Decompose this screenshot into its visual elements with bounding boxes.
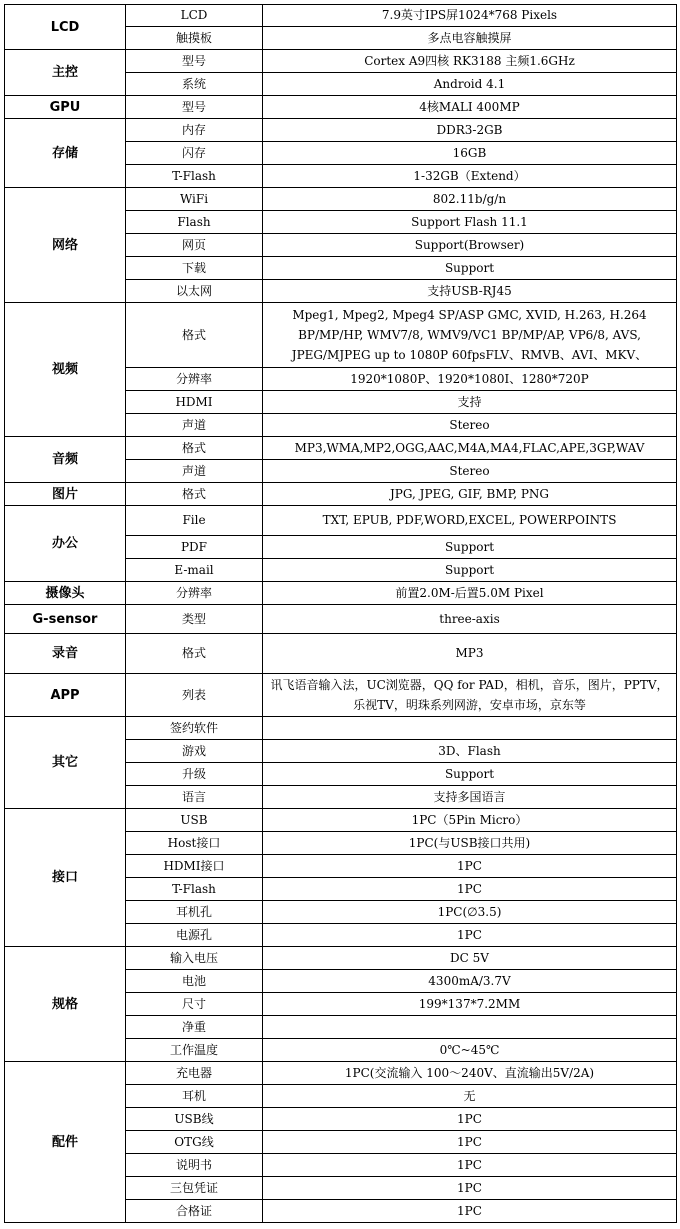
table-row: [5, 437, 677, 460]
spec-value: 3D、Flash: [263, 740, 677, 763]
spec-value: 支持USB-RJ45: [263, 280, 677, 303]
section-name: APP: [5, 674, 126, 717]
section-name: 其它: [5, 717, 126, 809]
spec-label: E-mail: [126, 559, 263, 582]
spec-label: USB: [126, 809, 263, 832]
section-name: 视频: [5, 303, 126, 437]
table-row: [5, 634, 677, 674]
spec-label: 触摸板: [126, 27, 263, 50]
table-row: [5, 483, 677, 506]
table-row: [5, 188, 677, 211]
spec-label: USB线: [126, 1108, 263, 1131]
spec-value: 1PC: [263, 855, 677, 878]
section-name: 音频: [5, 437, 126, 483]
spec-value: 前置2.0M-后置5.0M Pixel: [263, 582, 677, 605]
spec-label: OTG线: [126, 1131, 263, 1154]
spec-value: Support Flash 11.1: [263, 211, 677, 234]
spec-label: 格式: [126, 483, 263, 506]
spec-label: LCD: [126, 5, 263, 27]
table-row: [5, 674, 677, 717]
table-row: [5, 303, 677, 368]
spec-label: 耳机: [126, 1085, 263, 1108]
spec-label: 类型: [126, 605, 263, 634]
spec-value: 1PC: [263, 878, 677, 901]
section-name: LCD: [5, 5, 126, 50]
spec-value: 支持: [263, 391, 677, 414]
spec-label: 型号: [126, 96, 263, 119]
section-name: G-sensor: [5, 605, 126, 634]
spec-label: 系统: [126, 73, 263, 96]
spec-label: 工作温度: [126, 1039, 263, 1062]
section-name: 图片: [5, 483, 126, 506]
spec-label: 格式: [126, 303, 263, 368]
spec-label: 格式: [126, 437, 263, 460]
table-row: [5, 5, 677, 27]
spec-value: [263, 717, 677, 740]
spec-value: JPG, JPEG, GIF, BMP, PNG: [263, 483, 677, 506]
spec-value: TXT, EPUB, PDF,WORD,EXCEL, POWERPOINTS: [263, 506, 677, 536]
spec-label: 下载: [126, 257, 263, 280]
spec-label: 耳机孔: [126, 901, 263, 924]
spec-value: 1-32GB（Extend）: [263, 165, 677, 188]
spec-value: three-axis: [263, 605, 677, 634]
spec-value: Support: [263, 559, 677, 582]
spec-label: 电池: [126, 970, 263, 993]
spec-value: 无: [263, 1085, 677, 1108]
table-row: [5, 582, 677, 605]
spec-label: HDMI接口: [126, 855, 263, 878]
spec-label: 以太网: [126, 280, 263, 303]
section-name: 规格: [5, 947, 126, 1062]
section-name: 配件: [5, 1062, 126, 1223]
spec-value: Support(Browser): [263, 234, 677, 257]
spec-value: 1PC（5Pin Micro）: [263, 809, 677, 832]
spec-value: Mpeg1, Mpeg2, Mpeg4 SP/ASP GMC, XVID, H.263, H.264 BP/MP/HP, WMV7/8, WMV9/VC1 BP/MP/AP, VP6/8, AVS, JPEG/MJPEG up to 1080P 60fpsFLV、RMVB、AVI、MKV、: [263, 303, 677, 368]
spec-table: [4, 4, 677, 1223]
spec-label: 网页: [126, 234, 263, 257]
spec-value: 4核MALI 400MP: [263, 96, 677, 119]
spec-label: T-Flash: [126, 165, 263, 188]
spec-value: 7.9英寸IPS屏1024*768 Pixels: [263, 5, 677, 27]
spec-value: 1PC: [263, 1177, 677, 1200]
spec-label: 说明书: [126, 1154, 263, 1177]
spec-label: 充电器: [126, 1062, 263, 1085]
table-row: [5, 1062, 677, 1085]
spec-label: 声道: [126, 460, 263, 483]
spec-label: T-Flash: [126, 878, 263, 901]
spec-label: 尺寸: [126, 993, 263, 1016]
spec-value: Stereo: [263, 460, 677, 483]
spec-value: MP3,WMA,MP2,OGG,AAC,M4A,MA4,FLAC,APE,3GP,WAV: [263, 437, 677, 460]
spec-label: 声道: [126, 414, 263, 437]
spec-label: 列表: [126, 674, 263, 717]
spec-label: 三包凭证: [126, 1177, 263, 1200]
spec-value: DDR3-2GB: [263, 119, 677, 142]
spec-value: 4300mA/3.7V: [263, 970, 677, 993]
spec-value: Support: [263, 763, 677, 786]
spec-label: 分辨率: [126, 368, 263, 391]
table-row: [5, 947, 677, 970]
spec-value: 多点电容触摸屏: [263, 27, 677, 50]
section-name: GPU: [5, 96, 126, 119]
spec-label: File: [126, 506, 263, 536]
spec-value: 1PC(与USB接口共用): [263, 832, 677, 855]
spec-label: 合格证: [126, 1200, 263, 1223]
spec-label: 签约软件: [126, 717, 263, 740]
spec-label: 分辨率: [126, 582, 263, 605]
spec-value: 支持多国语言: [263, 786, 677, 809]
spec-label: 闪存: [126, 142, 263, 165]
spec-value: 1920*1080P、1920*1080I、1280*720P: [263, 368, 677, 391]
spec-value: 0℃~45℃: [263, 1039, 677, 1062]
section-name: 存储: [5, 119, 126, 188]
spec-label: 语言: [126, 786, 263, 809]
section-name: 主控: [5, 50, 126, 96]
spec-value: 1PC: [263, 924, 677, 947]
spec-value: Cortex A9四核 RK3188 主频1.6GHz: [263, 50, 677, 73]
spec-value: Stereo: [263, 414, 677, 437]
spec-value: 1PC(交流输入 100～240V、直流输出5V/2A): [263, 1062, 677, 1085]
spec-value: DC 5V: [263, 947, 677, 970]
section-name: 办公: [5, 506, 126, 582]
spec-value: Android 4.1: [263, 73, 677, 96]
spec-label: Flash: [126, 211, 263, 234]
table-row: [5, 119, 677, 142]
spec-value: [263, 1016, 677, 1039]
spec-value: 1PC(∅3.5): [263, 901, 677, 924]
spec-label: 内存: [126, 119, 263, 142]
spec-label: 型号: [126, 50, 263, 73]
table-row: [5, 605, 677, 634]
spec-value: Support: [263, 536, 677, 559]
section-name: 录音: [5, 634, 126, 674]
spec-label: HDMI: [126, 391, 263, 414]
spec-label: Host接口: [126, 832, 263, 855]
spec-value: 1PC: [263, 1131, 677, 1154]
table-row: [5, 717, 677, 740]
table-row: [5, 506, 677, 536]
spec-label: 净重: [126, 1016, 263, 1039]
spec-value: 1PC: [263, 1154, 677, 1177]
table-row: [5, 96, 677, 119]
spec-label: 电源孔: [126, 924, 263, 947]
table-row: [5, 50, 677, 73]
spec-value: 1PC: [263, 1200, 677, 1223]
spec-value: 16GB: [263, 142, 677, 165]
spec-label: 格式: [126, 634, 263, 674]
spec-label: 输入电压: [126, 947, 263, 970]
spec-label: WiFi: [126, 188, 263, 211]
spec-table-body: [5, 5, 677, 1223]
spec-label: 升级: [126, 763, 263, 786]
spec-value: MP3: [263, 634, 677, 674]
spec-value: Support: [263, 257, 677, 280]
spec-value: 199*137*7.2MM: [263, 993, 677, 1016]
table-row: [5, 809, 677, 832]
spec-label: 游戏: [126, 740, 263, 763]
section-name: 摄像头: [5, 582, 126, 605]
spec-label: PDF: [126, 536, 263, 559]
section-name: 网络: [5, 188, 126, 303]
spec-value: 802.11b/g/n: [263, 188, 677, 211]
section-name: 接口: [5, 809, 126, 947]
spec-value: 1PC: [263, 1108, 677, 1131]
spec-value: 讯飞语音输入法，UC浏览器，QQ for PAD，相机，音乐，图片，PPTV，乐视TV，明珠系列网游，安卓市场，京东等: [263, 674, 677, 717]
